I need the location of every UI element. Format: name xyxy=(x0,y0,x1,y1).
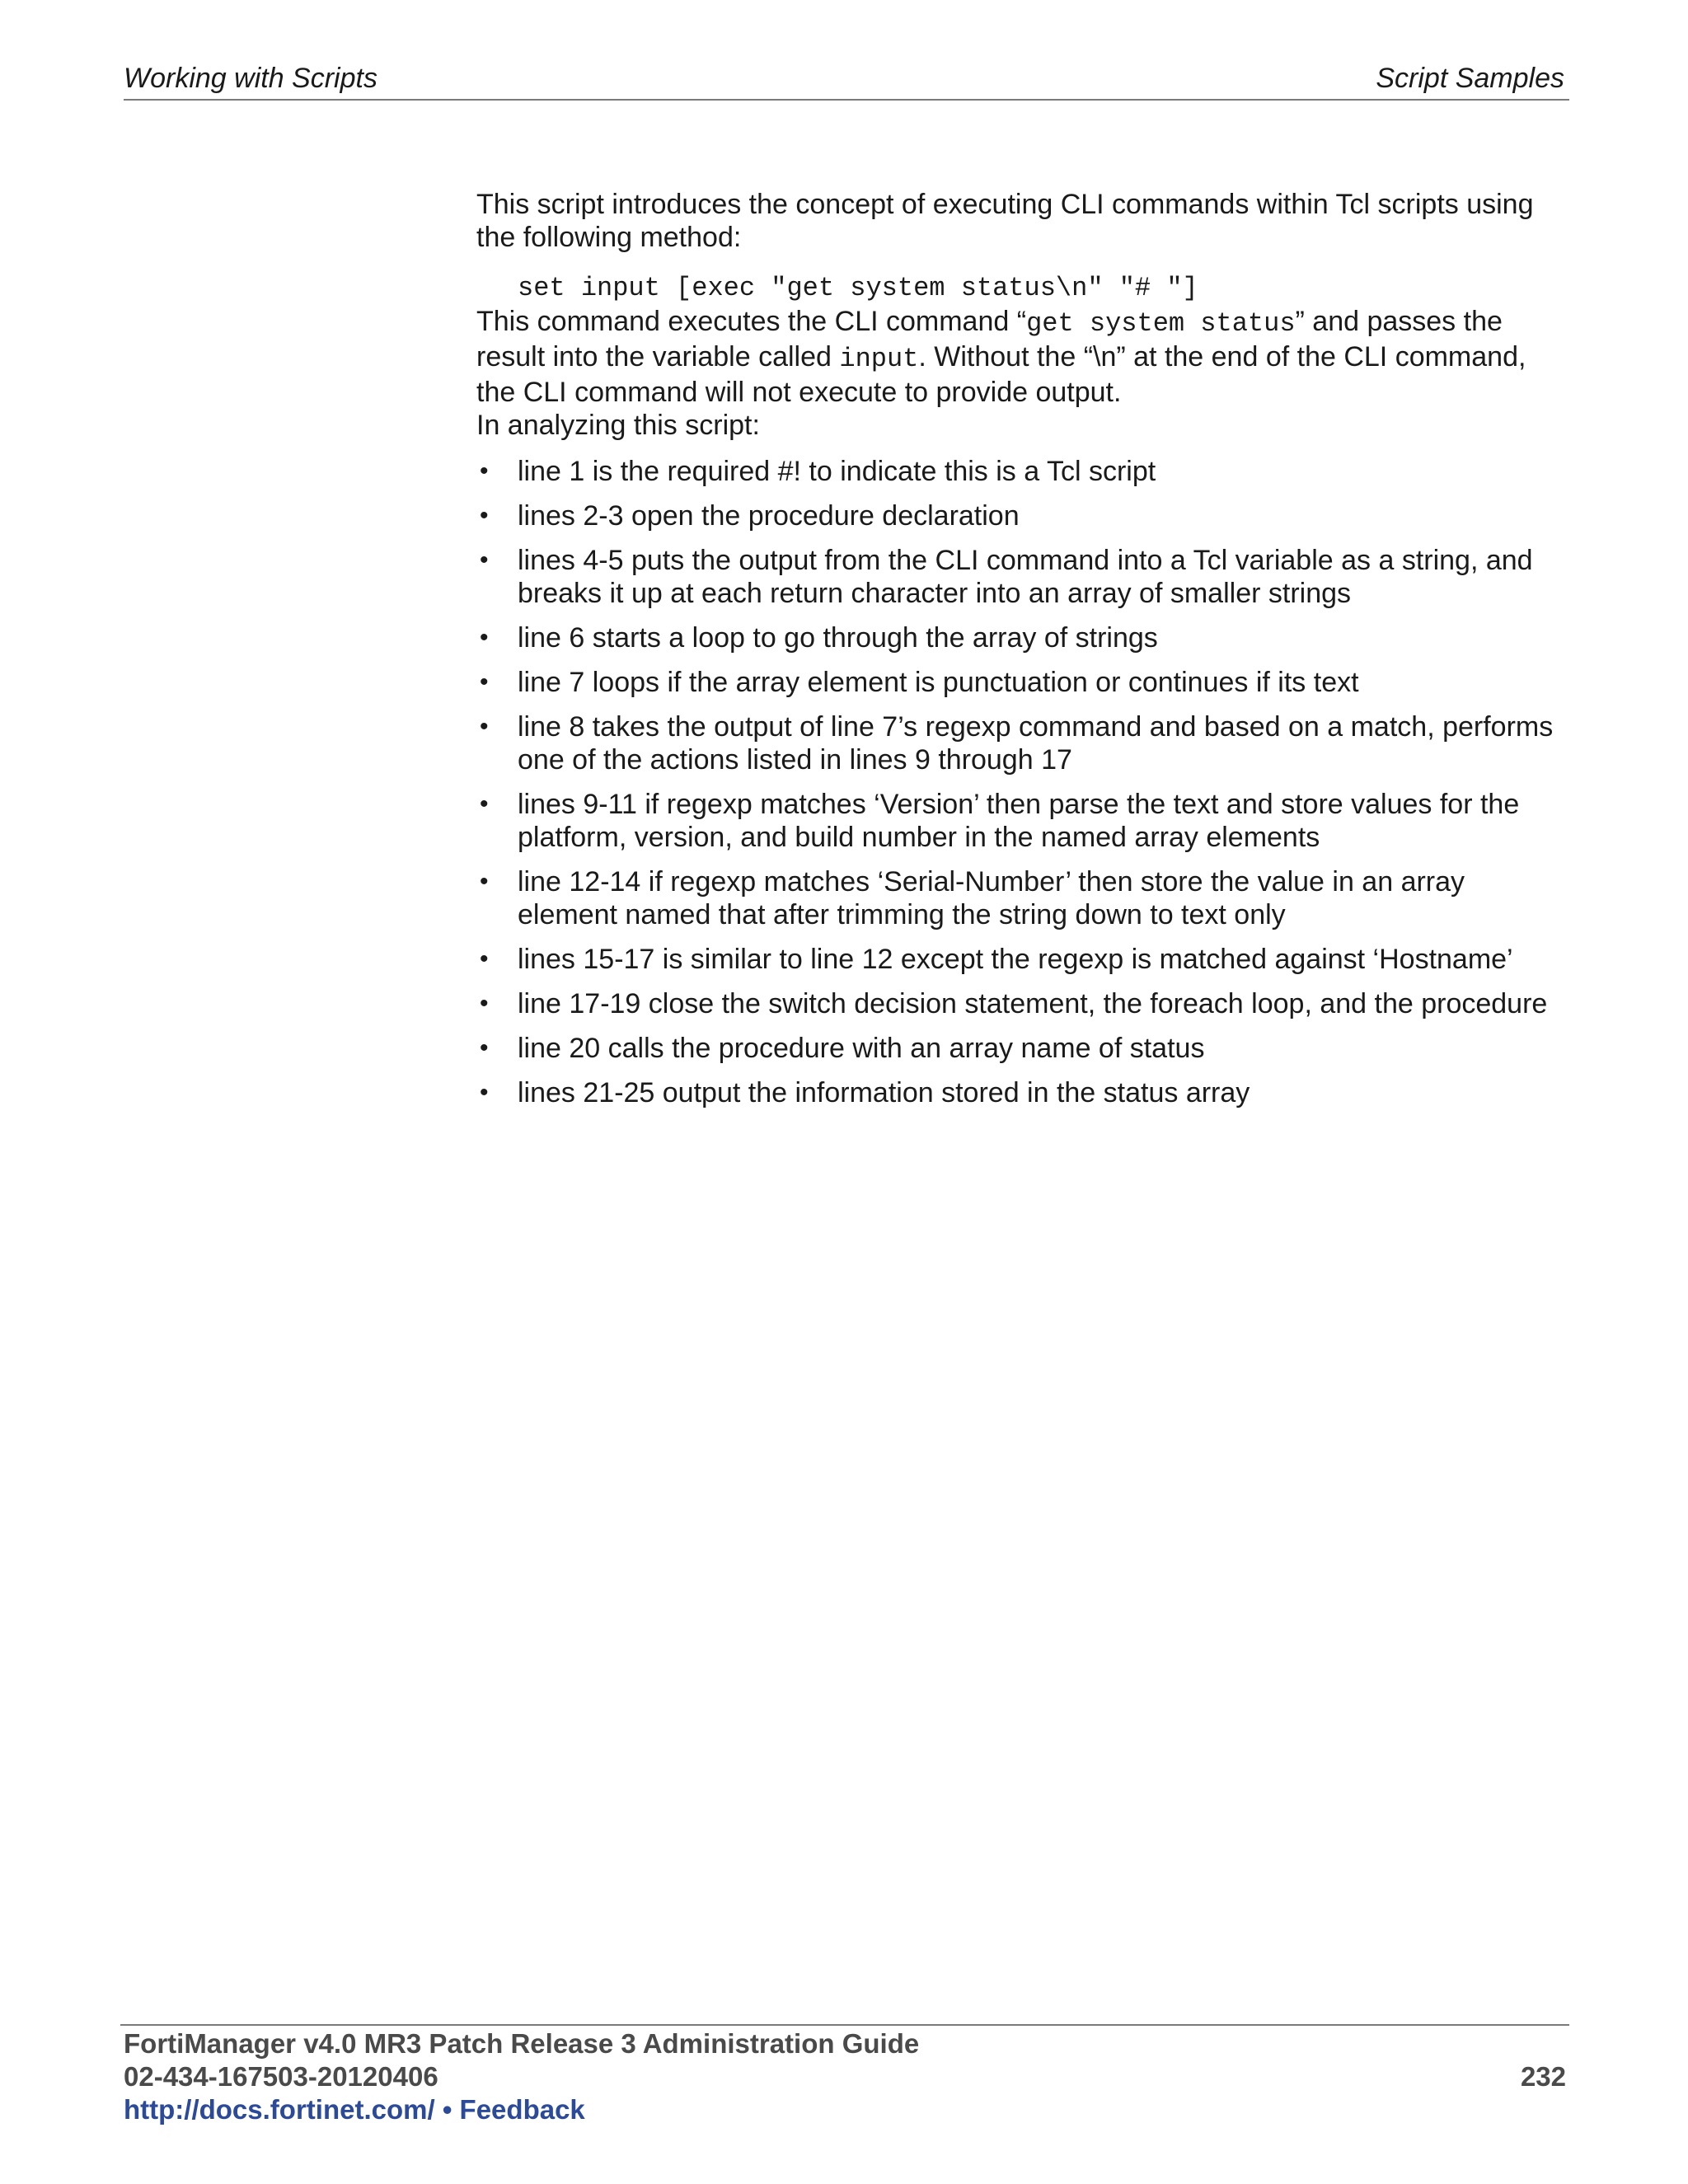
bullet-icon: • xyxy=(480,624,489,651)
footer-links xyxy=(124,2093,1566,2126)
list-item xyxy=(476,1076,1564,1109)
inline-code-command: get system status xyxy=(1026,308,1296,339)
bullet-icon: • xyxy=(480,502,489,529)
list-item-text: lines 4-5 puts the output from the CLI command into a Tcl variable as a string, and breaks it up at each return character into an array of smaller strings xyxy=(518,545,1533,609)
list-item xyxy=(476,987,1564,1020)
analysis-intro: In analyzing this script: xyxy=(476,410,760,441)
feedback-link[interactable]: Feedback xyxy=(459,2094,585,2125)
bullet-icon: • xyxy=(480,990,489,1017)
footer-guide-title: FortiManager v4.0 MR3 Patch Release 3 Administration Guide xyxy=(124,2028,920,2059)
bullet-icon: • xyxy=(480,457,489,485)
main-content xyxy=(476,188,1564,1121)
list-item-text: line 1 is the required #! to indicate this is a Tcl script xyxy=(518,456,1156,487)
list-item xyxy=(476,1032,1564,1065)
list-item-text: line 17-19 close the switch decision statement, the foreach loop, and the procedure xyxy=(518,988,1548,1019)
explanation-text-1: This command executes the CLI command “ xyxy=(476,306,1027,337)
list-item-text: lines 9-11 if regexp matches ‘Version’ then parse the text and store values for the platform, version, and build number in the named array elements xyxy=(518,789,1520,853)
page-header xyxy=(124,63,1569,101)
bullet-icon: • xyxy=(480,790,489,818)
list-item xyxy=(476,499,1564,532)
list-item-text: line 8 takes the output of line 7’s regexp command and based on a match, performs one of the actions listed in lines 9 through 17 xyxy=(518,711,1554,776)
bullet-icon: • xyxy=(480,1079,489,1106)
list-item xyxy=(476,788,1564,854)
header-section-title: Script Samples xyxy=(1376,63,1564,94)
list-item-text: lines 15-17 is similar to line 12 except the regexp is matched against ‘Hostname’ xyxy=(518,944,1513,975)
list-item xyxy=(476,621,1564,654)
list-item-text: line 20 calls the procedure with an array name of status xyxy=(518,1033,1205,1064)
footer-document-id: 02-434-167503-20120406 xyxy=(124,2061,438,2092)
list-item-text: lines 2-3 open the procedure declaration xyxy=(518,500,1020,532)
footer-divider xyxy=(120,2024,1569,2026)
list-item-text: lines 21-25 output the information stored in the status array xyxy=(518,1077,1250,1108)
list-item xyxy=(476,943,1564,976)
docs-link[interactable]: http://docs.fortinet.com/ xyxy=(124,2094,435,2125)
bullet-icon: • xyxy=(480,945,489,972)
analysis-list xyxy=(476,455,1564,1109)
list-item xyxy=(476,544,1564,610)
list-item-text: line 12-14 if regexp matches ‘Serial-Number’ then store the value in an array element named that after trimming the string down to text only xyxy=(518,866,1465,930)
list-item-text: line 7 loops if the array element is punctuation or continues if its text xyxy=(518,667,1359,698)
header-chapter-title: Working with Scripts xyxy=(124,63,377,94)
page-footer xyxy=(124,2027,1566,2126)
code-snippet: set input [exec "get system status\n" "# "] xyxy=(518,273,1198,303)
bullet-icon: • xyxy=(480,546,489,574)
bullet-icon: • xyxy=(480,868,489,895)
list-item xyxy=(476,865,1564,931)
list-item xyxy=(476,710,1564,776)
explanation-paragraph xyxy=(476,305,1564,409)
list-item xyxy=(476,666,1564,699)
intro-paragraph: This script introduces the concept of executing CLI commands within Tcl scripts using the following method: xyxy=(476,189,1534,253)
inline-code-variable: input xyxy=(839,344,919,374)
footer-link-separator: • xyxy=(434,2094,460,2125)
explanation-text-2: ” and passes the result into the variable called xyxy=(476,306,1503,373)
bullet-icon: • xyxy=(480,1034,489,1062)
bullet-icon: • xyxy=(480,668,489,696)
page-number: 232 xyxy=(1520,2061,1566,2092)
list-item-text: line 6 starts a loop to go through the array of strings xyxy=(518,622,1158,654)
explanation-text-3: . Without the “\n” at the end of the CLI command, the CLI command will not execute to provide output. xyxy=(476,341,1526,408)
list-item xyxy=(476,455,1564,488)
bullet-icon: • xyxy=(480,713,489,740)
